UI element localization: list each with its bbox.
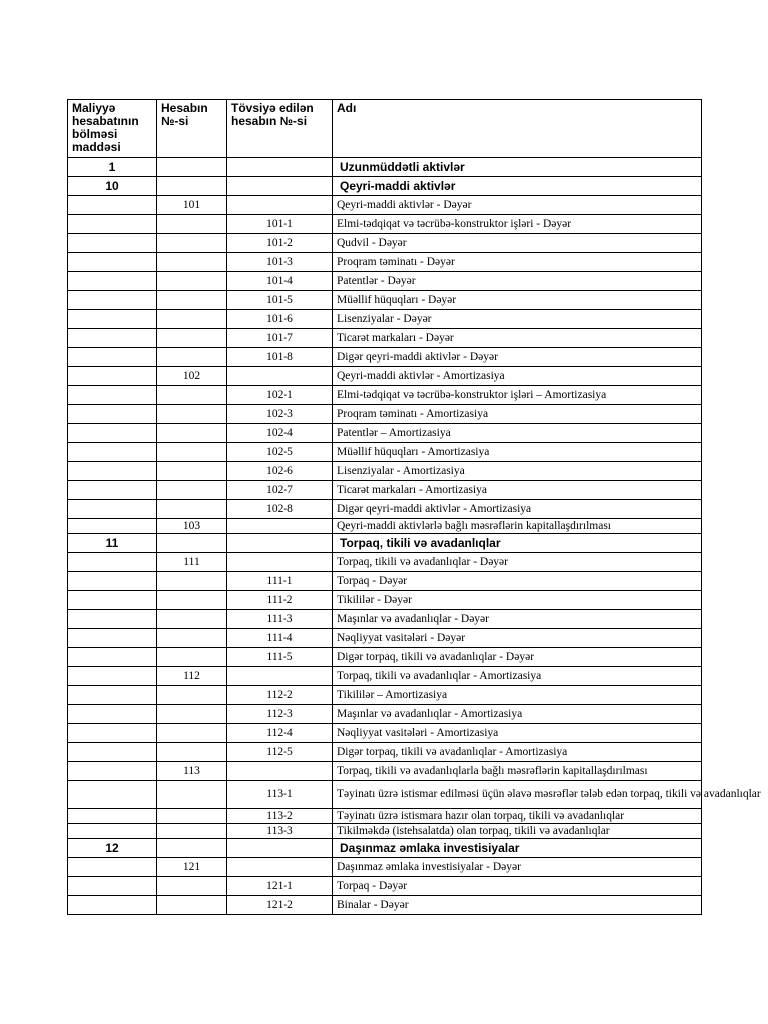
table-row <box>68 443 702 462</box>
account-number-cell <box>157 462 227 481</box>
table-row <box>68 196 702 215</box>
account-number-cell <box>157 610 227 629</box>
recommended-account-cell: 101-3 <box>227 253 333 272</box>
table-row <box>68 310 702 329</box>
account-name-cell: Torpaq, tikili və avadanlıqlar <box>333 534 702 553</box>
report-section-cell <box>68 253 157 272</box>
account-name-cell: Qeyri-maddi aktivlərlə bağlı məsrəflərin kapitallaşdırılması <box>333 519 702 534</box>
table-row <box>68 762 702 781</box>
report-section-cell: 10 <box>68 177 157 196</box>
report-section-cell <box>68 743 157 762</box>
account-name-cell: Ticarət markaları - Dəyər <box>333 329 702 348</box>
report-section-cell <box>68 629 157 648</box>
report-section-cell <box>68 667 157 686</box>
account-name-cell: Proqram təminatı - Amortizasiya <box>333 405 702 424</box>
section-row <box>68 177 702 196</box>
table-row <box>68 367 702 386</box>
table-row <box>68 234 702 253</box>
report-section-cell <box>68 462 157 481</box>
account-number-cell <box>157 877 227 896</box>
table-row <box>68 215 702 234</box>
account-name-cell: Lisenziyalar - Amortizasiya <box>333 462 702 481</box>
table-row <box>68 291 702 310</box>
table-header-row <box>68 100 702 158</box>
account-number-cell: 112 <box>157 667 227 686</box>
table-row <box>68 648 702 667</box>
account-number-cell <box>157 705 227 724</box>
account-number-cell <box>157 329 227 348</box>
report-section-cell: 12 <box>68 839 157 858</box>
report-section-cell <box>68 310 157 329</box>
account-number-cell: 113 <box>157 762 227 781</box>
table-row <box>68 896 702 915</box>
report-section-cell <box>68 896 157 915</box>
report-section-cell <box>68 724 157 743</box>
recommended-account-cell: 112-2 <box>227 686 333 705</box>
account-name-cell: Uzunmüddətli aktivlər <box>333 158 702 177</box>
table-row <box>68 572 702 591</box>
account-name-cell: Proqram təminatı - Dəyər <box>333 253 702 272</box>
table-row <box>68 824 702 839</box>
account-name-cell: Qudvil - Dəyər <box>333 234 702 253</box>
recommended-account-cell: 101-6 <box>227 310 333 329</box>
table-row <box>68 743 702 762</box>
recommended-account-cell: 102-1 <box>227 386 333 405</box>
recommended-account-cell: 101-7 <box>227 329 333 348</box>
account-name-cell: Təyinatı üzrə istismara hazır olan torpaq, tikili və avadanlıqlar <box>333 809 702 824</box>
account-number-cell <box>157 648 227 667</box>
account-number-cell <box>157 424 227 443</box>
recommended-account-cell: 113-2 <box>227 809 333 824</box>
recommended-account-cell: 113-3 <box>227 824 333 839</box>
account-name-cell: Patentlər - Dəyər <box>333 272 702 291</box>
header-report-section: Maliyyə hesabatının bölməsi maddəsi <box>68 100 157 158</box>
table-row <box>68 724 702 743</box>
account-number-cell <box>157 481 227 500</box>
recommended-account-cell: 111-4 <box>227 629 333 648</box>
recommended-account-cell <box>227 553 333 572</box>
report-section-cell <box>68 519 157 534</box>
recommended-account-cell <box>227 367 333 386</box>
table-row <box>68 781 702 809</box>
account-number-cell <box>157 158 227 177</box>
report-section-cell <box>68 610 157 629</box>
report-section-cell <box>68 553 157 572</box>
report-section-cell <box>68 572 157 591</box>
account-name-cell: Torpaq, tikili və avadanlıqlar - Dəyər <box>333 553 702 572</box>
table-row <box>68 877 702 896</box>
table-row <box>68 348 702 367</box>
recommended-account-cell <box>227 839 333 858</box>
report-section-cell <box>68 686 157 705</box>
recommended-account-cell: 101-2 <box>227 234 333 253</box>
recommended-account-cell: 111-3 <box>227 610 333 629</box>
section-row <box>68 839 702 858</box>
header-account-name: Adı <box>333 100 702 158</box>
recommended-account-cell: 102-7 <box>227 481 333 500</box>
report-section-cell <box>68 424 157 443</box>
report-section-cell <box>68 762 157 781</box>
report-section-cell <box>68 386 157 405</box>
table-row <box>68 667 702 686</box>
table-row <box>68 272 702 291</box>
account-number-cell <box>157 386 227 405</box>
account-number-cell <box>157 572 227 591</box>
recommended-account-cell <box>227 762 333 781</box>
report-section-cell <box>68 877 157 896</box>
account-name-cell: Tikililər – Amortizasiya <box>333 686 702 705</box>
account-number-cell <box>157 629 227 648</box>
account-number-cell <box>157 253 227 272</box>
account-number-cell <box>157 809 227 824</box>
recommended-account-cell <box>227 667 333 686</box>
account-number-cell <box>157 291 227 310</box>
recommended-account-cell: 101-5 <box>227 291 333 310</box>
account-name-cell: Daşınmaz əmlaka investisiyalar <box>333 839 702 858</box>
report-section-cell: 1 <box>68 158 157 177</box>
section-row <box>68 534 702 553</box>
recommended-account-cell <box>227 519 333 534</box>
report-section-cell <box>68 196 157 215</box>
account-name-cell: Nəqliyyat vasitələri - Amortizasiya <box>333 724 702 743</box>
table-row <box>68 329 702 348</box>
recommended-account-cell: 102-8 <box>227 500 333 519</box>
account-number-cell <box>157 177 227 196</box>
account-name-cell: Binalar - Dəyər <box>333 896 702 915</box>
table-row <box>68 500 702 519</box>
report-section-cell <box>68 291 157 310</box>
account-number-cell <box>157 500 227 519</box>
report-section-cell <box>68 272 157 291</box>
recommended-account-cell: 111-5 <box>227 648 333 667</box>
table-row <box>68 686 702 705</box>
recommended-account-cell: 101-4 <box>227 272 333 291</box>
account-name-cell: Digər torpaq, tikili və avadanlıqlar - Amortizasiya <box>333 743 702 762</box>
account-name-cell: Torpaq, tikili və avadanlıqlar - Amortizasiya <box>333 667 702 686</box>
account-number-cell <box>157 591 227 610</box>
account-number-cell <box>157 234 227 253</box>
recommended-account-cell: 102-3 <box>227 405 333 424</box>
recommended-account-cell <box>227 177 333 196</box>
account-name-cell: Tikililər - Dəyər <box>333 591 702 610</box>
account-number-cell: 121 <box>157 858 227 877</box>
account-name-cell: Müəllif hüquqları - Amortizasiya <box>333 443 702 462</box>
account-number-cell: 111 <box>157 553 227 572</box>
account-name-cell: Digər qeyri-maddi aktivlər - Amortizasiya <box>333 500 702 519</box>
table-row <box>68 591 702 610</box>
account-name-cell: Tikilməkdə (istehsalatda) olan torpaq, tikili və avadanlıqlar <box>333 824 702 839</box>
table-row <box>68 424 702 443</box>
account-name-cell: Torpaq - Dəyər <box>333 877 702 896</box>
report-section-cell <box>68 591 157 610</box>
account-number-cell <box>157 824 227 839</box>
report-section-cell <box>68 367 157 386</box>
report-section-cell <box>68 443 157 462</box>
account-name-cell: Elmi-tədqiqat və təcrübə-konstruktor işləri – Amortizasiya <box>333 386 702 405</box>
recommended-account-cell: 111-2 <box>227 591 333 610</box>
account-name-cell: Digər torpaq, tikili və avadanlıqlar - Dəyər <box>333 648 702 667</box>
account-name-cell: Daşınmaz əmlaka investisiyalar - Dəyər <box>333 858 702 877</box>
table-row <box>68 809 702 824</box>
recommended-account-cell: 101-1 <box>227 215 333 234</box>
report-section-cell <box>68 348 157 367</box>
account-name-cell: Qeyri-maddi aktivlər - Amortizasiya <box>333 367 702 386</box>
table-row <box>68 610 702 629</box>
recommended-account-cell <box>227 534 333 553</box>
report-section-cell <box>68 858 157 877</box>
account-number-cell <box>157 686 227 705</box>
report-section-cell <box>68 705 157 724</box>
table-row <box>68 629 702 648</box>
table-row <box>68 519 702 534</box>
recommended-account-cell: 113-1 <box>227 781 333 809</box>
account-number-cell: 101 <box>157 196 227 215</box>
account-name-cell: Elmi-tədqiqat və təcrübə-konstruktor işləri - Dəyər <box>333 215 702 234</box>
account-name-cell: Qeyri-maddi aktivlər <box>333 177 702 196</box>
report-section-cell <box>68 329 157 348</box>
account-number-cell <box>157 839 227 858</box>
account-name-cell: Torpaq, tikili və avadanlıqlarla bağlı məsrəflərin kapitallaşdırılması <box>333 762 702 781</box>
account-name-cell: Qeyri-maddi aktivlər - Dəyər <box>333 196 702 215</box>
account-name-cell: Torpaq - Dəyər <box>333 572 702 591</box>
report-section-cell <box>68 481 157 500</box>
report-section-cell <box>68 500 157 519</box>
account-number-cell <box>157 272 227 291</box>
recommended-account-cell: 102-5 <box>227 443 333 462</box>
recommended-account-cell: 112-5 <box>227 743 333 762</box>
report-section-cell <box>68 809 157 824</box>
account-number-cell: 102 <box>157 367 227 386</box>
report-section-cell: 11 <box>68 534 157 553</box>
recommended-account-cell <box>227 196 333 215</box>
recommended-account-cell: 101-8 <box>227 348 333 367</box>
recommended-account-cell: 102-4 <box>227 424 333 443</box>
table-body <box>68 158 761 915</box>
account-name-cell: Lisenziyalar - Dəyər <box>333 310 702 329</box>
account-name-cell: Maşınlar və avadanlıqlar - Amortizasiya <box>333 705 702 724</box>
recommended-account-cell: 102-6 <box>227 462 333 481</box>
table-row <box>68 386 702 405</box>
recommended-account-cell: 121-2 <box>227 896 333 915</box>
account-name-cell: Müəllif hüquqları - Dəyər <box>333 291 702 310</box>
account-name-cell: Patentlər – Amortizasiya <box>333 424 702 443</box>
account-name-cell: Maşınlar və avadanlıqlar - Dəyər <box>333 610 702 629</box>
section-row <box>68 158 702 177</box>
account-number-cell: 103 <box>157 519 227 534</box>
account-number-cell <box>157 310 227 329</box>
header-recommended-account-number: Tövsiyə edilən hesabın №-si <box>227 100 333 158</box>
recommended-account-cell: 121-1 <box>227 877 333 896</box>
table-row <box>68 462 702 481</box>
table-row <box>68 553 702 572</box>
account-name-cell: Ticarət markaları - Amortizasiya <box>333 481 702 500</box>
account-number-cell <box>157 405 227 424</box>
report-section-cell <box>68 824 157 839</box>
account-name-cell: Təyinatı üzrə istismar edilməsi üçün əlavə məsrəflər tələb edən torpaq, tikili və avadanlıqlar <box>333 781 702 809</box>
recommended-account-cell <box>227 158 333 177</box>
table-row <box>68 405 702 424</box>
account-number-cell <box>157 443 227 462</box>
table-row <box>68 481 702 500</box>
account-number-cell <box>157 534 227 553</box>
table-row <box>68 858 702 877</box>
recommended-account-cell: 112-4 <box>227 724 333 743</box>
account-name-cell: Nəqliyyat vasitələri - Dəyər <box>333 629 702 648</box>
account-number-cell <box>157 781 227 809</box>
table-row <box>68 253 702 272</box>
account-number-cell <box>157 215 227 234</box>
table-row <box>68 705 702 724</box>
header-account-number: Hesabın №-si <box>157 100 227 158</box>
report-section-cell <box>68 405 157 424</box>
account-number-cell <box>157 348 227 367</box>
account-number-cell <box>157 724 227 743</box>
account-number-cell <box>157 743 227 762</box>
report-section-cell <box>68 234 157 253</box>
chart-of-accounts-table <box>67 99 761 915</box>
report-section-cell <box>68 215 157 234</box>
recommended-account-cell <box>227 858 333 877</box>
report-section-cell <box>68 781 157 809</box>
recommended-account-cell: 112-3 <box>227 705 333 724</box>
report-section-cell <box>68 648 157 667</box>
account-name-cell: Digər qeyri-maddi aktivlər - Dəyər <box>333 348 702 367</box>
account-number-cell <box>157 896 227 915</box>
recommended-account-cell: 111-1 <box>227 572 333 591</box>
